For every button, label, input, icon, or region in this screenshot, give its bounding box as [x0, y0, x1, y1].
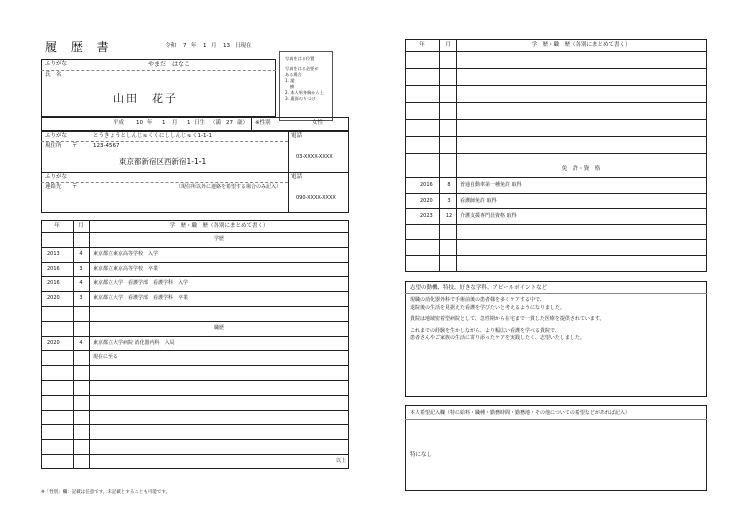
licenses-row-line	[405, 193, 707, 194]
history-right-col-year: 年	[419, 42, 425, 48]
footnote: ※「性別」欄：記載は任意です。未記載とすることも可能です。	[41, 490, 171, 495]
photo-note-2: 写真をはる必要が	[285, 66, 319, 71]
history-left-row-year: 2016	[47, 265, 60, 272]
birth-day-suffix: 日生	[194, 120, 206, 126]
photo-placeholder	[279, 51, 333, 121]
license-row-month: 12	[445, 213, 453, 219]
license-row-month: 3	[447, 197, 451, 204]
page-title: 履 歴 書	[45, 40, 114, 54]
contact-postal-mark: 〒	[72, 184, 78, 190]
gender-label: ※性別	[255, 120, 271, 126]
photo-note-5: 横	[290, 84, 295, 89]
age-prefix: （満	[210, 120, 222, 126]
date-month: 1	[203, 43, 207, 49]
history-left-row-line	[41, 410, 349, 411]
history-left-row-text: 現在に至る	[93, 354, 119, 361]
date-suffix: 日現在	[235, 43, 252, 49]
phone-value: 03-XXXX-XXXX	[296, 154, 333, 160]
history-left-row-text: 東京都立大学 看護学部 看護学科 卒業	[93, 295, 189, 302]
gender-value: 女性	[312, 120, 324, 126]
licenses-row-line	[405, 239, 707, 240]
history-left-row-text: 学歴	[213, 236, 225, 242]
address-label: 現住所	[45, 143, 62, 149]
license-row-year: 2016	[420, 182, 433, 188]
licenses-row-line	[405, 177, 707, 178]
history-left-row-line	[41, 424, 349, 425]
photo-note-4: 1. 縦	[285, 78, 295, 83]
address-furigana-label: ふりがな	[45, 133, 68, 139]
history-table-right	[405, 39, 707, 272]
motivation-line: これまでの経験を生かしながら、より幅広い看護を学べる貴院で、	[410, 327, 560, 334]
birth-era: 平成	[113, 120, 125, 126]
motivation-line: 患者さんやご家族の生活に寄り添ったケアを実践したく、志望いたしました。	[410, 335, 585, 341]
history-left-row-line	[41, 439, 349, 440]
history-left-col-content: 学 歴・職 歴（各別にまとめて書く）	[169, 223, 269, 229]
history-right-col-content: 学 歴・職 歴（各別にまとめて書く）	[531, 42, 631, 48]
request-label: 本人希望記入欄（特に給料・職種・勤務時間・勤務地・その他についての希望などがあれば記入）	[410, 410, 630, 416]
history-left-col-month: 月	[78, 223, 84, 229]
history-right-row-line	[405, 68, 707, 69]
license-row-text: 介護支援専門員資格 取得	[460, 213, 517, 219]
history-left-row-month: 3	[79, 295, 83, 302]
birth-year: 10	[136, 120, 143, 126]
history-left-row-month: 3	[79, 265, 83, 272]
photo-note-1: 写真をはる位置	[285, 56, 315, 61]
request-value: 特になし	[410, 452, 433, 458]
date-month-label: 月	[211, 43, 217, 49]
history-left-row-text: 東京都立東京高等学校 卒業	[93, 265, 159, 272]
contact-phone-label: 電話	[291, 174, 303, 180]
license-row-year: 2020	[420, 197, 433, 204]
name-value: 山田 花子	[113, 92, 178, 105]
contact-note: （現住所以外に連絡を希望する場合のみ記入）	[176, 184, 282, 190]
photo-note-3: ある場合	[285, 72, 302, 77]
history-left-row-line	[41, 321, 349, 322]
motivation-line: 退院後の生活を見据えた看護を学びたいと考えるようになりました。	[410, 304, 566, 311]
history-left-row-text: 東京都立東京高等学校 入学	[93, 250, 159, 257]
licenses-row-line	[405, 208, 707, 209]
birth-year-label: 年	[147, 120, 153, 126]
motivation-line: 現職の消化器外科で手術前後の患者様を多くケアする中で、	[410, 297, 545, 303]
history-left-row-line	[41, 306, 349, 307]
postal-code: 123-4567	[93, 143, 120, 149]
age-value: 27	[226, 120, 233, 126]
birth-month-label: 月	[172, 120, 178, 126]
history-left-row-line	[41, 380, 349, 381]
history-right-col-month: 月	[445, 42, 451, 48]
history-left-row-year: 2020	[47, 295, 60, 302]
history-left-row-line	[41, 365, 349, 366]
history-left-row-text: 東京都立大学病院 消化器内科 入局	[93, 339, 175, 346]
date-year-label: 年	[191, 43, 197, 49]
name-furigana-label: ふりがな	[45, 61, 68, 67]
history-left-row-line	[41, 291, 349, 292]
history-right-row-line	[405, 102, 707, 103]
motivation-line: 貴院は地域密着型病院として、急性期から在宅まで一貫した医療を提供されています。	[410, 316, 605, 322]
phone-label: 電話	[291, 133, 303, 139]
history-left-row-text: 職歴	[213, 324, 225, 331]
history-left-row-month: 4	[79, 280, 83, 287]
history-left-row-text: 以上	[336, 458, 347, 464]
contact-phone-value: 090-XXXX-XXXX	[296, 195, 336, 201]
license-row-year: 2023	[420, 213, 433, 219]
history-left-row-year: 2013	[47, 250, 60, 257]
name-label: 氏 名	[45, 72, 62, 78]
history-right-row-line	[405, 51, 707, 52]
history-left-row-line	[41, 276, 349, 277]
history-left-row-month: 4	[79, 339, 83, 346]
photo-note-7: 3. 裏面のりづけ	[285, 96, 316, 101]
date-year: 7	[183, 43, 187, 49]
name-furigana-value: やまだ はなこ	[148, 61, 191, 68]
history-right-row-line	[405, 153, 707, 154]
date-era: 令和	[165, 43, 177, 49]
history-left-row-line	[41, 262, 349, 263]
history-left-row-month: 4	[79, 250, 83, 257]
history-left-row-line	[41, 454, 349, 455]
history-left-row-line	[41, 247, 349, 248]
history-left-row-year: 2016	[47, 280, 60, 287]
license-row-text: 看護師免許 取得	[460, 197, 497, 204]
history-left-row-line	[41, 336, 349, 337]
contact-label: 連絡先	[45, 184, 62, 190]
history-right-row-line	[405, 136, 707, 137]
history-right-row-line	[405, 85, 707, 86]
request-box	[405, 405, 707, 491]
postal-mark: 〒	[72, 143, 78, 149]
birth-month: 1	[162, 120, 166, 126]
contact-furigana-label: ふりがな	[45, 174, 68, 180]
address-value: 東京都新宿区西新宿1-1-1	[119, 157, 207, 166]
address-furigana-value: とうきょうとしんじゅくくにししんじゅく1-1-1	[93, 133, 212, 139]
licenses-header: 免 許・資 格	[561, 166, 601, 172]
licenses-row-line	[405, 224, 707, 225]
history-left-row-line	[41, 232, 349, 233]
history-left-col-year: 年	[54, 223, 60, 229]
license-row-month: 8	[447, 182, 451, 188]
history-table-left	[41, 220, 349, 469]
history-left-row-year: 2020	[47, 339, 60, 346]
history-left-row-text: 東京都立大学 看護学部 看護学科 入学	[93, 280, 189, 287]
birth-day: 1	[187, 120, 191, 126]
license-row-text: 普通自動車第一種免許 取得	[460, 182, 522, 188]
motivation-label: 志望の動機、特技、好きな学科、アピールポイントなど	[410, 285, 548, 291]
history-left-row-line	[41, 395, 349, 396]
age-suffix: 歳）	[237, 120, 249, 126]
photo-note-6: 2. 本人単身胸から上	[285, 90, 324, 95]
date-day: 13	[223, 43, 230, 49]
licenses-row-line	[405, 255, 707, 256]
history-right-row-line	[405, 119, 707, 120]
history-left-row-line	[41, 350, 349, 351]
